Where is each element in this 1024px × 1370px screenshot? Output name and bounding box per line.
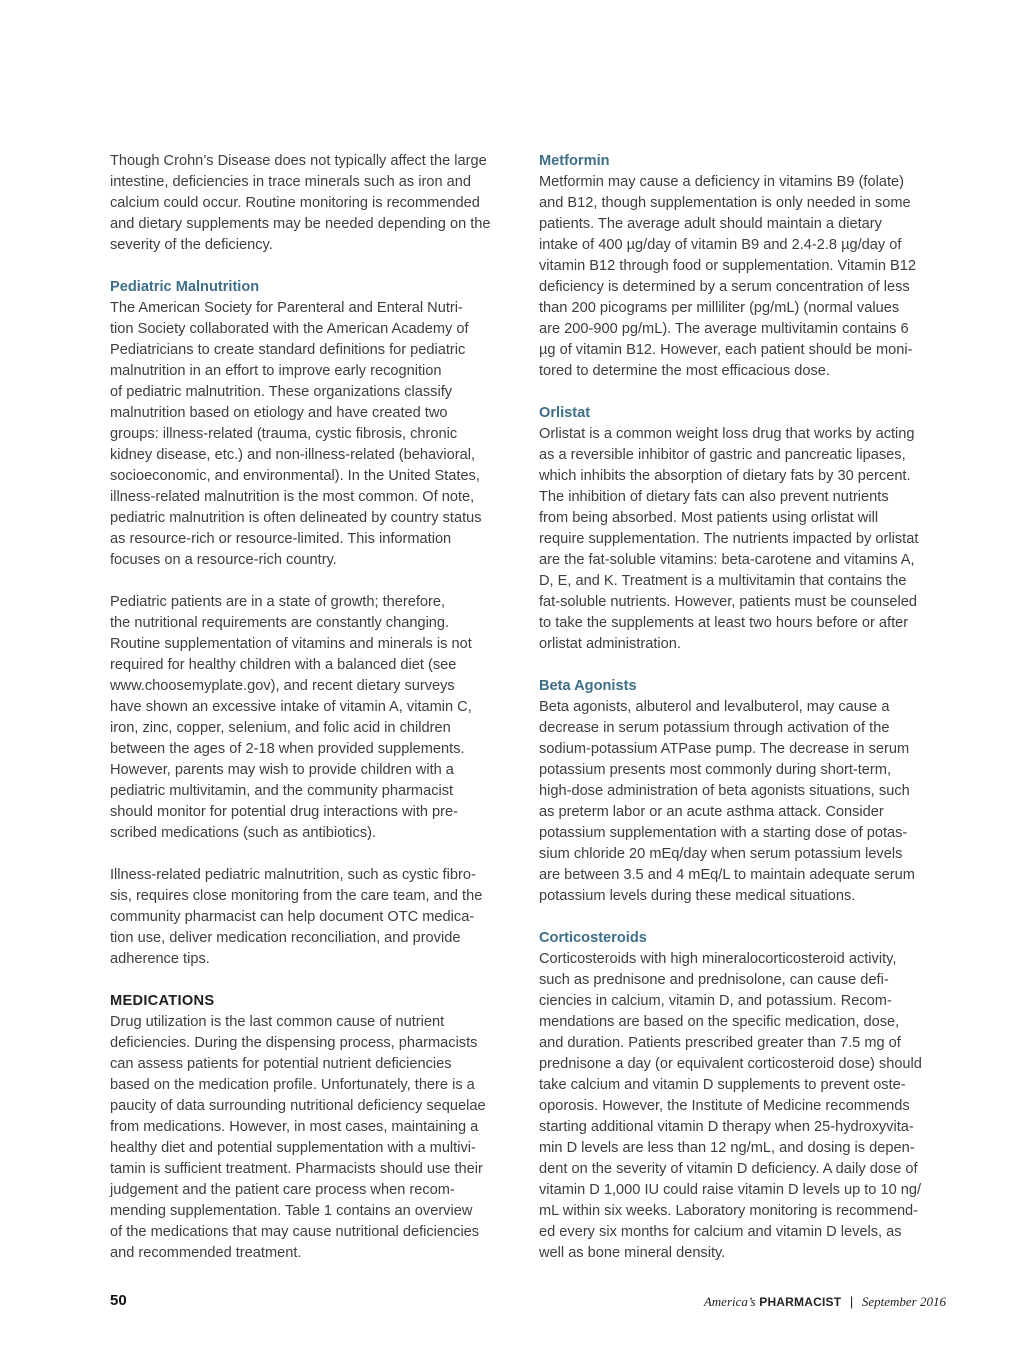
orlistat-section <box>539 403 949 655</box>
orlistat-paragraph: Orlistat is a common weight loss drug that works by acting as a reversible inhibitor of gastric and pancreatic lipases, which inhibits the absorption of dietary fats by 30 percent. The inhibition of dietary fats can also prevent nutrients from being absorbed. Most patients using orlistat will require supplementation. The nutrients impacted by orlistat are the fat-soluble vitamins: beta-carotene and vitamins A, D, E, and K. Treatment is a multivitamin that contains the fat-soluble nutrients. However, patients must be counseled to take the supplements at least two hours before or after orlistat administration. <box>539 426 919 652</box>
beta-agonists-paragraph: Beta agonists, albuterol and levalbuterol, may cause a decrease in serum potassium through activation of the sodium-potassium ATPase pump. The decrease in serum potassium presents most commonly during short-term, high-dose administration of beta agonists situations, such as preterm labor or an acute asthma attack. Consider potassium supplementation with a starting dose of potas- sium chloride 20 mEq/day when serum potassium levels are between 3.5 and 4 mEq/L to maintain adequate serum potassium levels during these medical situations. <box>539 699 915 904</box>
magazine-name: PHARMACIST <box>759 1295 842 1309</box>
issue-date: September 2016 <box>861 1294 946 1309</box>
beta-agonists-section <box>539 676 949 907</box>
right-column <box>539 151 949 1285</box>
medications-paragraph: Drug utilization is the last common cause of nutrient deficiencies. During the dispensing process, pharmacists can assess patients for potential nutrient deficiencies based on the medication profile. Unfortunately, there is a paucity of data surrounding nutritional deficiency sequelae from medications. However, in most cases, maintaining a healthy diet and potential supplementation with a multivi- tamin is sufficient treatment. Pharmacists should use their judgement and the patient care process when recom- mending supplementation. Table 1 contains an overview of the medications that may cause nutritional deficiencies and recommended treatment. <box>110 1014 486 1261</box>
corticosteroids-heading: Corticosteroids <box>539 930 647 946</box>
corticosteroids-paragraph: Corticosteroids with high mineralocorticosteroid activity, such as prednisone and prednisolone, can cause defi- ciencies in calcium, vitamin D, and potassium. Recom- mendations are based on the specific medication, dose, and duration. Patients prescribed greater than 7.5 mg of prednisone a day (or equivalent corticosteroid dose) should take calcium and vitamin D supplements to prevent oste- oporosis. However, the Institute of Medicine recommends starting additional vitamin D therapy when 25-hydroxyvita- min D levels are less than 12 ng/mL, and dosing is depen- dent on the severity of vitamin D deficiency. A daily dose of vitamin D 1,000 IU could raise vitamin D levels up to 10 ng/ mL within six weeks. Laboratory monitoring is recommend- ed every six months for calcium and vitamin D levels, as well as bone mineral density. <box>539 951 922 1261</box>
pediatric-malnutrition-heading: Pediatric Malnutrition <box>110 279 260 295</box>
beta-agonists-heading: Beta Agonists <box>539 678 637 694</box>
publication-credit <box>704 1294 946 1310</box>
page-number: 50 <box>110 1292 127 1309</box>
left-column <box>110 151 520 1285</box>
pediatric-paragraph-2: Pediatric patients are in a state of growth; therefore, the nutritional requirements are constantly changing. Routine supplementation of vitamins and minerals is not required for healthy children with a balanced diet (see www.choosemyplate.gov), and recent dietary surveys have shown an excessive intake of vitamin A, vitamin C, iron, zinc, copper, selenium, and folic acid in children between the ages of 2-18 when provided supplements. However, parents may wish to provide children with a pediatric multivitamin, and the community pharmacist should monitor for potential drug interactions with pre- scribed medications (such as antibiotics). <box>110 594 472 841</box>
metformin-section <box>539 151 949 382</box>
pediatric-paragraph-3: Illness-related pediatric malnutrition, such as cystic fibro- sis, requires close monitoring from the care team, and the community pharmacist can help document OTC medica- tion use, deliver medication reconciliation, and provide adherence tips. <box>110 867 483 967</box>
medications-heading: MEDICATIONS <box>110 993 215 1009</box>
medications-section <box>110 991 520 1264</box>
metformin-paragraph: Metformin may cause a deficiency in vitamins B9 (folate) and B12, though supplementation is only needed in some patients. The average adult should maintain a dietary intake of 400 µg/day of vitamin B9 and 2.4-2.8 µg/day of vitamin B12 through food or supplementation. Vitamin B12 deficiency is determined by a serum concentration of less than 200 picograms per milliliter (pg/mL) (normal values are 200-900 pg/mL). The average multivitamin contains 6 µg of vitamin B12. However, each patient should be moni- tored to determine the most efficacious dose. <box>539 174 916 379</box>
orlistat-heading: Orlistat <box>539 405 591 421</box>
page-footer <box>110 1292 946 1314</box>
intro-paragraph: Though Crohn’s Disease does not typically affect the large intestine, deficiencies in trace minerals such as iron and calcium could occur. Routine monitoring is recommended and dietary supplements may be needed depending on the severity of the deficiency. <box>110 153 491 253</box>
pediatric-paragraph-1: The American Society for Parenteral and Enteral Nutri- tion Society collaborated with the American Academy of Pediatricians to create standard definitions for pediatric malnutrition in an effort to improve early recognition of pediatric malnutrition. These organizations classify malnutrition based on etiology and have created two groups: illness-related (trauma, cystic fibrosis, chronic kidney disease, etc.) and non-illness-related (behavioral, socioeconomic, and environmental). In the United States, illness-related malnutrition is the most common. Of note, pediatric malnutrition is often delineated by country status as resource-rich or resource-limited. This information focuses on a resource-rich country. <box>110 300 482 568</box>
pediatric-section <box>110 277 520 571</box>
metformin-heading: Metformin <box>539 153 610 169</box>
corticosteroids-section <box>539 928 949 1264</box>
footer-separator: | <box>849 1294 854 1309</box>
magazine-prefix: America’s <box>703 1294 756 1309</box>
